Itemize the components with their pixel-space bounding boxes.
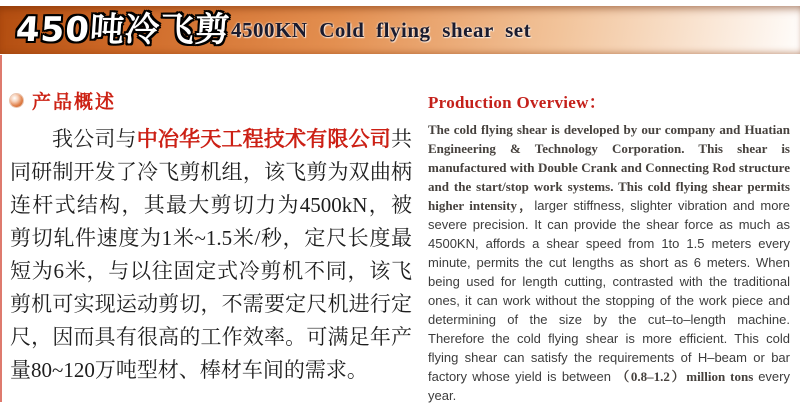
paragraph-intro: 我公司与 bbox=[52, 127, 137, 151]
paragraph-body: 共同研制开发了冷飞剪机组，该飞剪为双曲柄连杆式结构，其最大剪切力为4500kN，被剪切轧件速度为1米~1.5米/秒，定尺长度最短为6米，与以往固定式冷剪机不同，该飞剪机可实现运动剪切，不需要定尺机进行定尺，因而具有很高的工作效率。可满足年产量80~120万吨型材、棒材车间的需求。 bbox=[10, 127, 412, 382]
paragraph-segment-serif-1: The cold flying shear is developed by our company and Huatian Engineering & Technology Corporation. This shear is manufactured with Double Crank and Connecting Rod structure and the start/stop work systems. This cold flying shear permits higher intensity， bbox=[428, 122, 790, 213]
ring-bullet-icon bbox=[10, 94, 23, 107]
section-heading-en: Production Overview： bbox=[428, 93, 607, 112]
page-title-english: 4500KN Cold flying shear set bbox=[231, 18, 532, 42]
section-heading-cn: 产品概述 bbox=[32, 90, 117, 113]
left-edge-divider bbox=[0, 55, 2, 402]
product-overview-section-cn bbox=[10, 88, 412, 387]
company-name-highlight: 中冶华天工程技术有限公司 bbox=[136, 127, 391, 151]
paragraph-segment-sans-2: every year. bbox=[428, 369, 790, 403]
header-banner bbox=[0, 6, 800, 54]
production-overview-section-en bbox=[428, 88, 790, 405]
paragraph-segment-serif-2: （0.8–1.2）million tons bbox=[616, 369, 759, 384]
body-paragraph-cn bbox=[10, 123, 412, 387]
body-paragraph-en bbox=[428, 120, 790, 405]
paragraph-segment-sans-1: larger stiffness, slighter vibration and more severe precision. It can provide the shear force as much as 4500KN, affords a shear speed from 1to 1.5 meters every minute, permits the cut lengths as short as 6 meters. When being used for length cutting, contrasted with the traditional ones, it can work without the stopping of the work piece and determining of the size by the cut–to–length machine. Therefore the cold flying shear is more efficient. This cold flying shear can satisfy the requirements of H–beam or bar factory whose yield is between bbox=[428, 198, 790, 384]
page-title-chinese: 450吨冷飞剪 bbox=[14, 10, 232, 50]
section-heading-row bbox=[10, 88, 412, 112]
